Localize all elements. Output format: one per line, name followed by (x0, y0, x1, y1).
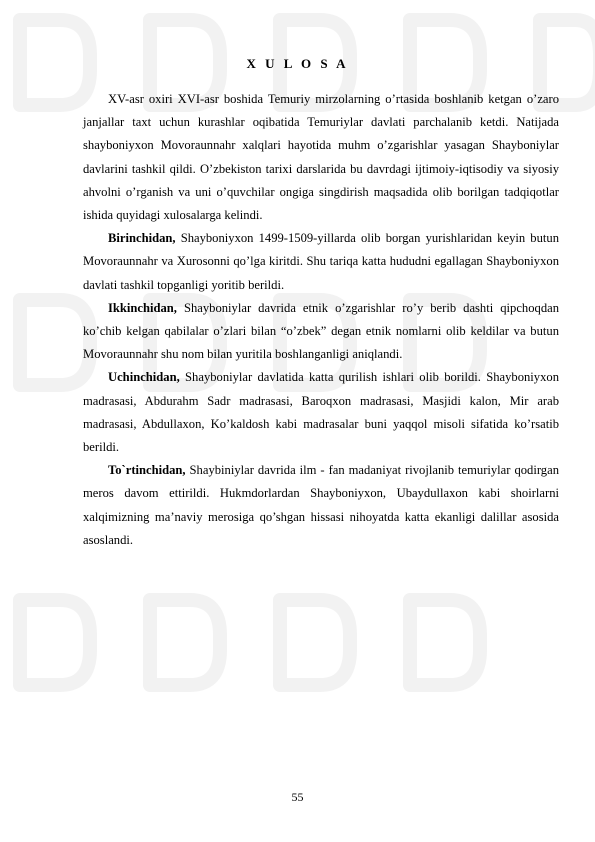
paragraph-lead: Birinchidan, (108, 231, 176, 246)
conclusion-body (83, 88, 559, 552)
paragraph-text: Shayboniylar davrida etnik o’zgarishlar ro’y berib dashti qipchoqdan ko’chib kelgan qabilalar o’zlari bilan “o’zbek” degan etnik nomlarni olib keldilar va butun Movoraunnahr shu nom bilan yuritila boshlanganligi aniqlandi. (83, 300, 559, 362)
paragraph-text: XV-asr oxiri XVI-asr boshida Temuriy mirzolarning o’rtasida boshlanib ketgan o’zaro janjallar taxt uchun kurashlar oqibatida Temuriylar davlati parchalanib ketdi. Natijada shayboniyxon Movoraunnahr xalqlari hayotida muhm o’zgarishlar yasagan Shayboniylar davlarini tashkil qildi. O’zbekiston tarixi darslarida bu davrdagi ijtimoiy-iqtisodiy va siyosiy ahvolni o’rganish va uni o’quvchilar ongiga singdirish maqsadida olib borilgan tadqiqotlar ishida quyidagi xulosalarga kelindi. (83, 92, 559, 223)
paragraph-second (83, 297, 559, 367)
paragraph-third (83, 366, 559, 459)
paragraph-lead: Ikkinchidan, (108, 300, 177, 315)
paragraph-text: Shayboniylar davlatida katta qurilish ishlari olib borildi. Shayboniyxon madrasasi, Abdurahm Sadr madrasasi, Baroqxon madrasasi, Masjidi kalon, Mir arab madrasasi, Abdullaxon, Ko’kaldosh kabi madrasalar buni yaqqol misoli sifatida ko’rsatib berildi. (83, 370, 559, 455)
page-number: 55 (291, 790, 304, 804)
page-title: X U L O S A (246, 56, 349, 71)
paragraph-text: Shaybiniylar davrida ilm - fan madaniyat rivojlanib temuriylar qodirgan meros davom ettirildi. Hukmdorlardan Shayboniyxon, Ubaydullaxon kabi shoirlarni xalqimizning ma’naviy merosiga qo’shgan hissasi nihoyatda katta ekanligi dalillar asosida asoslandi. (83, 463, 559, 547)
paragraph-lead: Uchinchidan, (108, 370, 180, 385)
paragraph-intro (83, 88, 559, 227)
paragraph-lead: To`rtinchidan, (108, 463, 186, 478)
paragraph-first (83, 227, 559, 297)
paragraph-text: Shayboniyxon 1499-1509-yillarda olib borgan yurishlaridan keyin butun Movoraunnahr va Xurosonni qo’lga kiritdi. Shu tariqa katta hududni egallagan Shayboniyxon davlati tashkil topganligi yoritib berildi. (83, 231, 559, 292)
paragraph-fourth (83, 459, 559, 552)
